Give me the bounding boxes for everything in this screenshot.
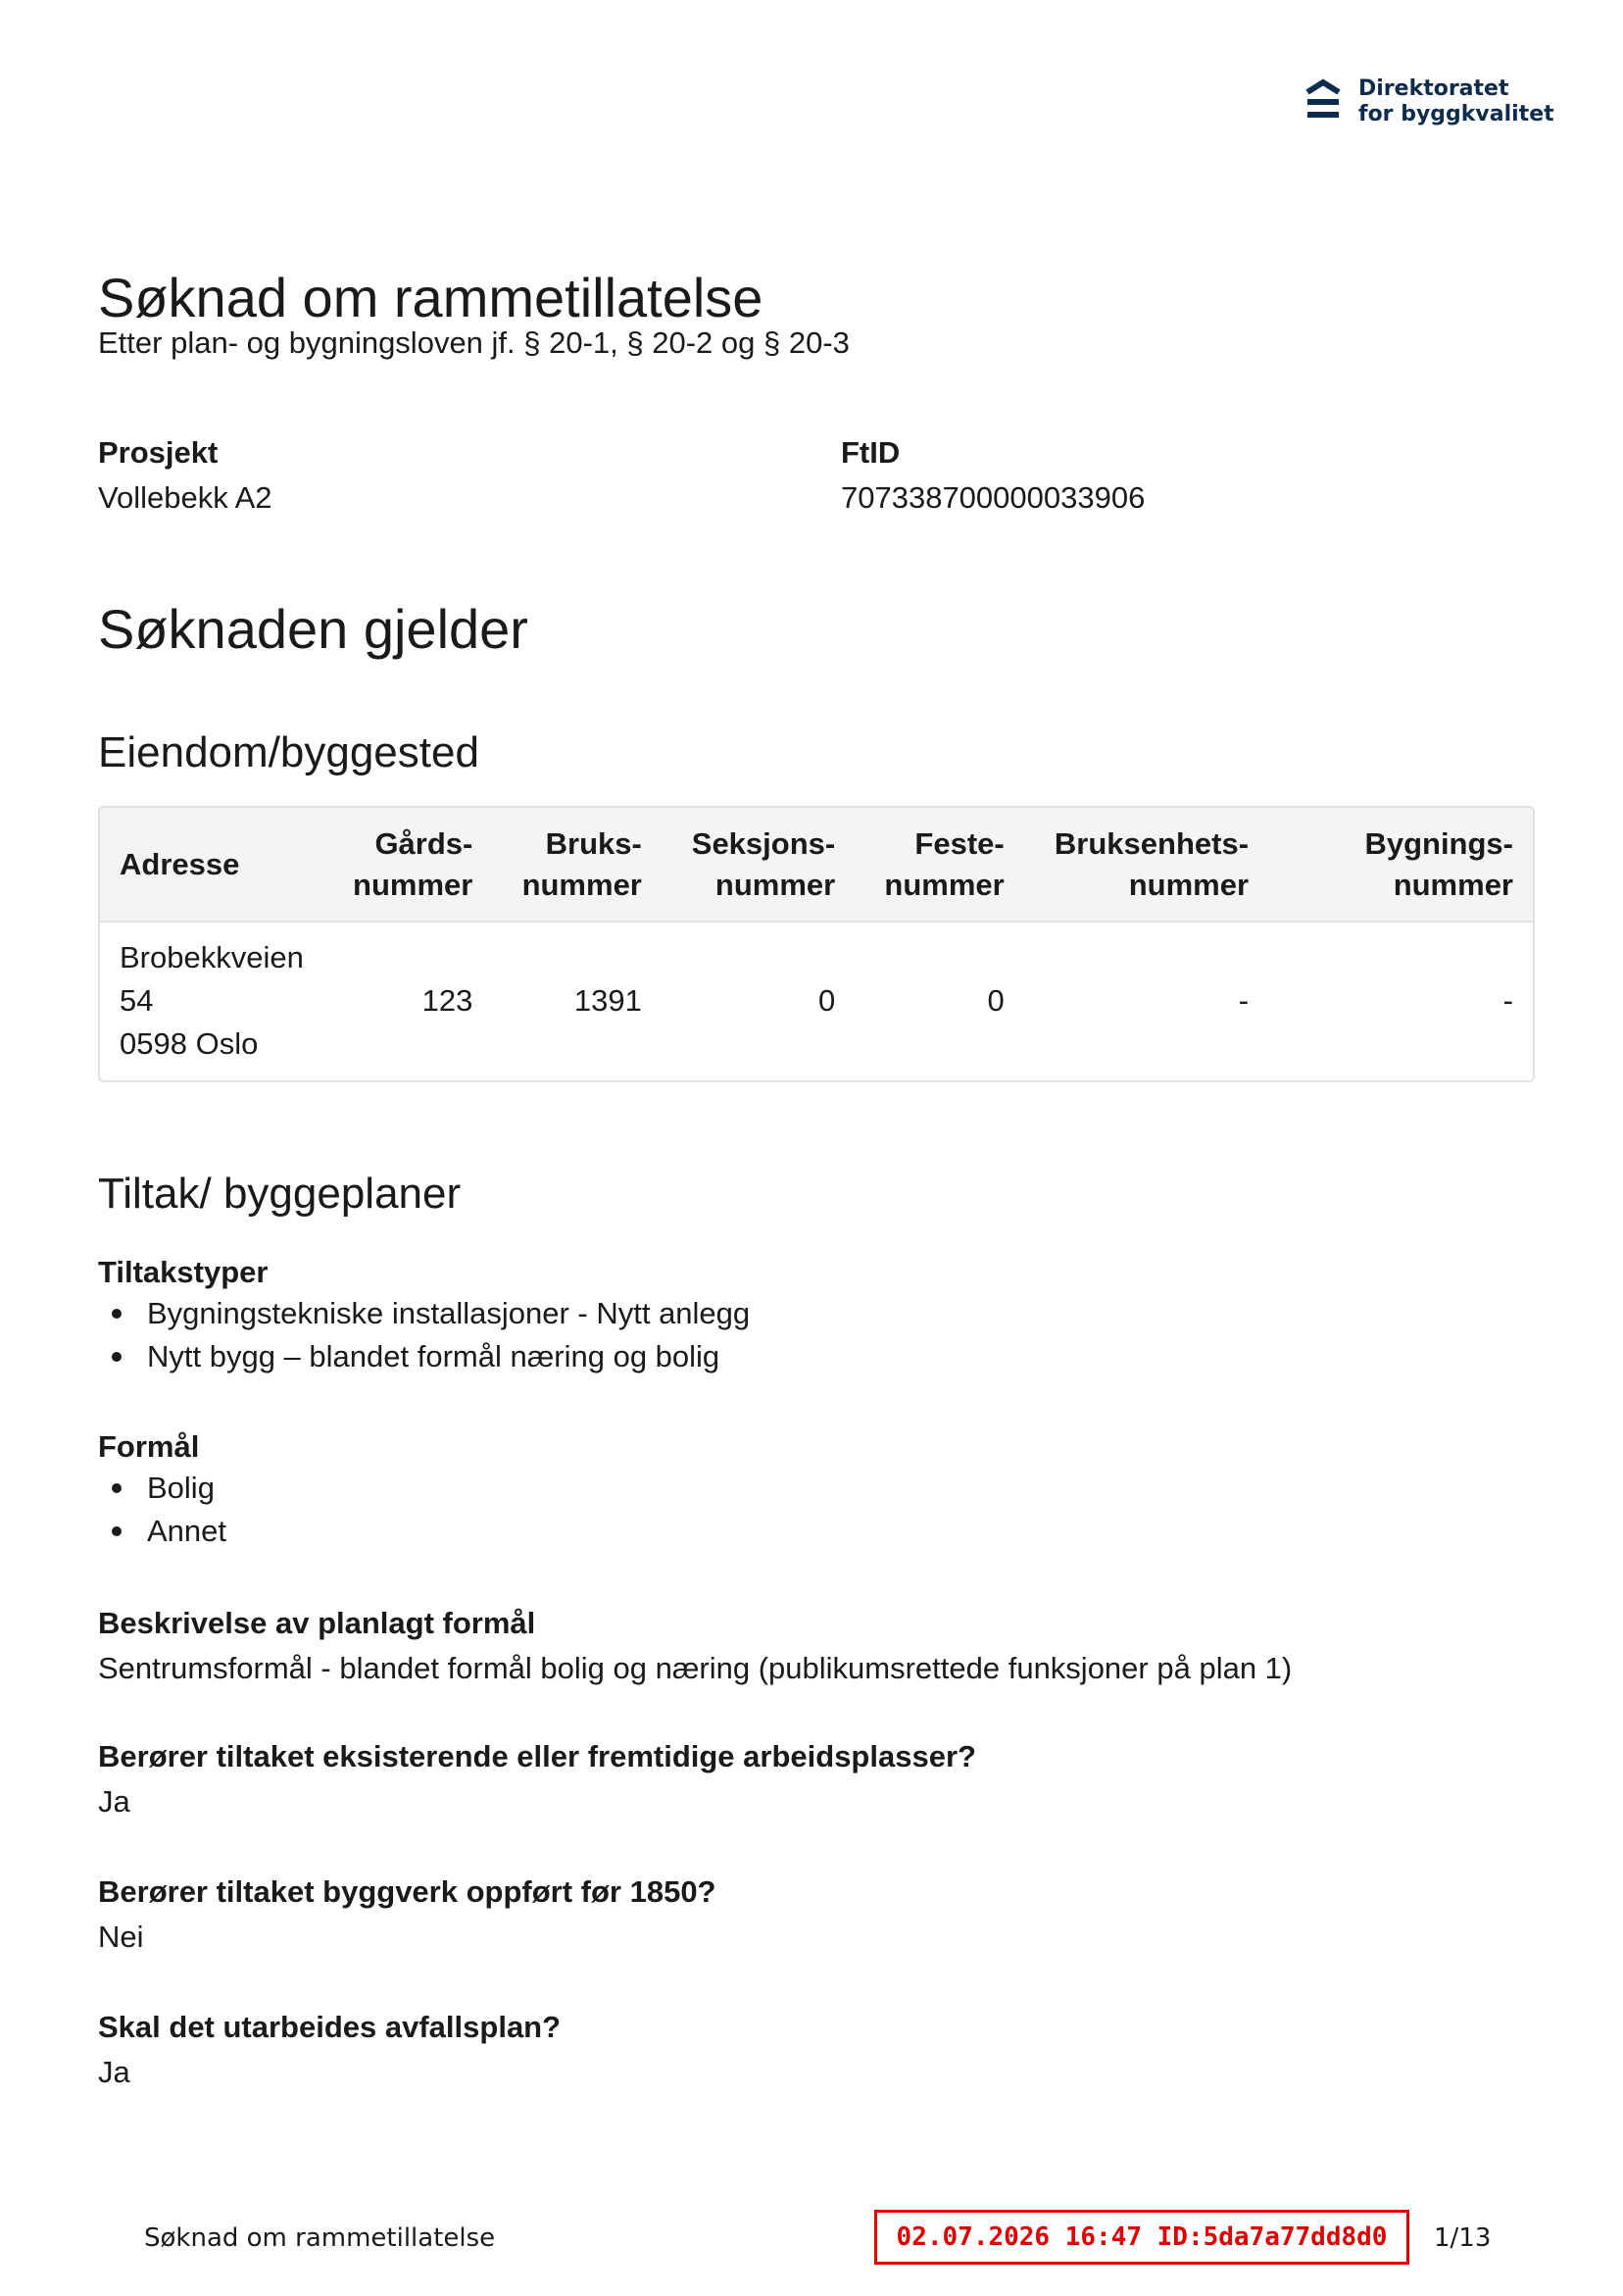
cell-festenummer: 0 bbox=[987, 983, 1005, 1018]
dibk-logo-icon bbox=[1303, 78, 1343, 124]
tiltakstyper-list bbox=[98, 1292, 750, 1378]
document-subtitle: Etter plan- og bygningsloven jf. § 20-1, § 20-2 og § 20-3 bbox=[98, 325, 850, 360]
answer-avfallsplan: Ja bbox=[98, 2055, 130, 2089]
table-row bbox=[100, 922, 1533, 1075]
list-item: Nytt bygg – blandet formål næring og bolig bbox=[98, 1335, 750, 1378]
col-adresse: Adresse bbox=[100, 808, 323, 922]
list-item: Bolig bbox=[98, 1467, 226, 1510]
list-item: Bygningstekniske installasjoner - Nytt anlegg bbox=[98, 1292, 750, 1335]
logo-text bbox=[1358, 76, 1554, 127]
ftid-value: 707338700000033906 bbox=[841, 480, 1146, 515]
logo-line-1: Direktoratet bbox=[1358, 76, 1509, 101]
cell-bygningsnummer: - bbox=[1502, 983, 1513, 1018]
answer-arbeidsplasser: Ja bbox=[98, 1784, 130, 1819]
property-table bbox=[98, 806, 1535, 1082]
table-header-row bbox=[100, 808, 1533, 922]
tiltak-heading: Tiltak/ byggeplaner bbox=[98, 1170, 462, 1218]
cell-seksjonsnummer: 0 bbox=[817, 983, 836, 1018]
formal-label: Formål bbox=[98, 1429, 200, 1464]
col-bruksnummer: Bruks- nummer bbox=[492, 808, 662, 922]
project-label: Prosjekt bbox=[98, 435, 219, 470]
description-label: Beskrivelse av planlagt formål bbox=[98, 1606, 536, 1640]
answer-byggverk-1850: Nei bbox=[98, 1920, 144, 1954]
page-number: 1/13 bbox=[1434, 2223, 1492, 2253]
logo bbox=[1303, 76, 1554, 129]
col-gardsnummer: Gårds- nummer bbox=[323, 808, 493, 922]
document-title: Søknad om rammetillatelse bbox=[98, 267, 763, 328]
formal-list bbox=[98, 1467, 226, 1553]
timestamp-stamp: 02.07.2026 16:47 ID:5da7a77dd8d0 bbox=[874, 2210, 1409, 2265]
logo-line-2: for byggkvalitet bbox=[1358, 102, 1554, 126]
project-value: Vollebekk A2 bbox=[98, 480, 272, 515]
cell-bruksenhetsnummer: - bbox=[1238, 983, 1250, 1018]
property-heading: Eiendom/byggested bbox=[98, 728, 479, 776]
cell-bruksnummer: 1391 bbox=[573, 983, 642, 1018]
question-byggverk-1850: Berører tiltaket byggverk oppført før 1850? bbox=[98, 1874, 716, 1909]
ftid-label: FtID bbox=[841, 435, 901, 470]
col-festenummer: Feste- nummer bbox=[855, 808, 1024, 922]
question-avfallsplan: Skal det utarbeides avfallsplan? bbox=[98, 2010, 562, 2044]
cell-adresse: Brobekkveien 54 0598 Oslo bbox=[120, 940, 304, 1061]
description-value: Sentrumsformål - blandet formål bolig og næring (publikumsrettede funksjoner på plan 1) bbox=[98, 1651, 1293, 1685]
question-arbeidsplasser: Berører tiltaket eksisterende eller fremtidige arbeidsplasser? bbox=[98, 1739, 976, 1773]
tiltakstyper-label: Tiltakstyper bbox=[98, 1255, 269, 1289]
col-bygningsnummer: Bygnings- nummer bbox=[1268, 808, 1533, 922]
section-heading: Søknaden gjelder bbox=[98, 598, 528, 660]
col-seksjonsnummer: Seksjons- nummer bbox=[662, 808, 855, 922]
footer-doc-name: Søknad om rammetillatelse bbox=[144, 2223, 496, 2253]
list-item: Annet bbox=[98, 1510, 226, 1553]
cell-gardsnummer: 123 bbox=[421, 983, 473, 1018]
col-bruksenhetsnummer: Bruksenhets- nummer bbox=[1024, 808, 1268, 922]
